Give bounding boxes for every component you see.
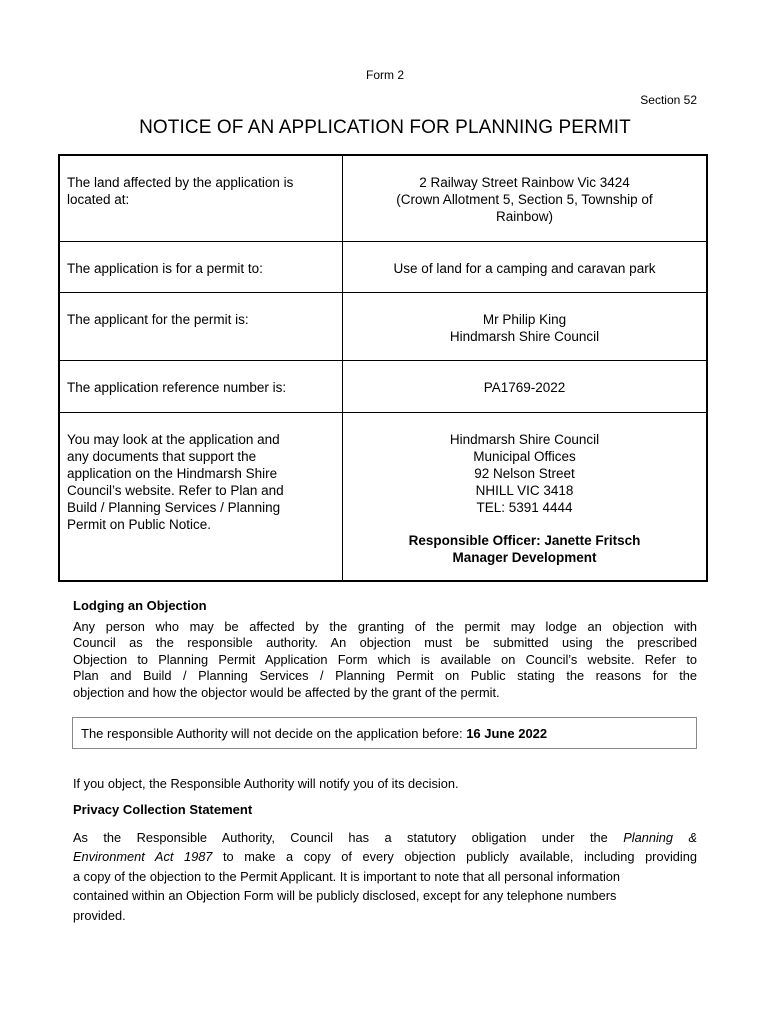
- land-row: [60, 156, 706, 242]
- objection-line: Objection to Planning Permit Application Form which is available on Council’s website. Refer to: [73, 651, 697, 667]
- land-value-line: (Crown Allotment 5, Section 5, Township of: [396, 192, 653, 207]
- applicant-value-line: Hindmarsh Shire Council: [449, 329, 600, 344]
- privacy-text: [73, 828, 697, 926]
- privacy-line: provided.: [73, 907, 126, 923]
- inspect-label-line: Build / Planning Services / Planning: [67, 500, 281, 515]
- applicant-value-line: Mr Philip King: [482, 312, 567, 327]
- page-title: NOTICE OF AN APPLICATION FOR PLANNING PERMIT: [139, 117, 631, 138]
- privacy-line: [73, 828, 697, 848]
- reference-row: [60, 361, 706, 413]
- inspect-label-line: Permit on Public Notice.: [67, 517, 212, 532]
- inspect-label-line: application on the Hindmarsh Shire: [67, 466, 278, 481]
- objection-line: objection and how the objector would be affected by the grant of the permit.: [73, 684, 500, 700]
- objection-line: Plan and Build / Planning Services / Planning Permit on Public stating the reasons for the: [73, 668, 697, 684]
- section-number: Section 52: [640, 93, 697, 107]
- permit-value: Use of land for a camping and caravan park: [393, 261, 656, 276]
- decision-notice-box: [72, 717, 697, 749]
- privacy-heading: Privacy Collection Statement: [73, 802, 253, 817]
- permit-label: The application is for a permit to:: [60, 242, 343, 292]
- privacy-line: a copy of the objection to the Permit Applicant. It is important to note that all personal information: [73, 868, 621, 884]
- land-value: [343, 156, 706, 241]
- objection-line: Any person who may be affected by the granting of the permit may lodge an objection with: [73, 618, 697, 634]
- inspect-row: [60, 413, 706, 580]
- inspect-label-line: any documents that support the: [67, 449, 257, 464]
- land-label: The land affected by the application is located at:: [60, 156, 343, 241]
- act-name: Planning &: [623, 829, 698, 845]
- decision-text: The responsible Authority will not decide on the application before:: [81, 726, 467, 741]
- privacy-text-span: to make a copy of every objection publicly available, including providing: [212, 849, 697, 865]
- reference-value: PA1769-2022: [483, 380, 566, 395]
- address-line: Hindmarsh Shire Council: [449, 432, 600, 447]
- privacy-line: contained within an Objection Form will be publicly disclosed, except for any telephone numbers: [73, 888, 617, 904]
- privacy-section: [73, 802, 697, 925]
- land-value-line: Rainbow): [495, 209, 554, 224]
- address-line: NHILL VIC 3418: [475, 483, 574, 498]
- permit-row: [60, 242, 706, 293]
- objection-text: [73, 619, 697, 702]
- address-line: TEL: 5391 4444: [476, 500, 573, 515]
- privacy-text-span: As the Responsible Authority, Council has a statutory obligation under the: [73, 829, 624, 845]
- inspect-label-line: You may look at the application and: [67, 432, 280, 447]
- application-details-table: [58, 154, 708, 582]
- inspect-address: [343, 413, 706, 580]
- act-name: Environment Act 1987: [73, 849, 213, 865]
- notify-text: If you object, the Responsible Authority will notify you of its decision.: [73, 776, 459, 791]
- privacy-line: [73, 847, 697, 867]
- land-value-line: 2 Railway Street Rainbow Vic 3424: [419, 175, 630, 190]
- inspect-label: [60, 413, 343, 580]
- address-line: Municipal Offices: [473, 449, 576, 464]
- address-line: 92 Nelson Street: [474, 466, 575, 481]
- form-number: Form 2: [365, 68, 404, 82]
- applicant-row: [60, 293, 706, 361]
- objection-section: [73, 598, 697, 702]
- applicant-value: [343, 293, 706, 360]
- decision-date: 16 June 2022: [466, 726, 548, 741]
- objection-heading: Lodging an Objection: [73, 598, 207, 613]
- inspect-label-line: Council’s website. Refer to Plan and: [67, 483, 284, 498]
- reference-label: The application reference number is:: [60, 361, 343, 412]
- applicant-label: The applicant for the permit is:: [60, 293, 343, 360]
- responsible-officer: [353, 532, 696, 566]
- officer-line: Responsible Officer: Janette Fritsch: [408, 533, 641, 548]
- officer-line: Manager Development: [452, 550, 597, 565]
- objection-line: Council as the responsible authority. An objection must be submitted using the prescribed: [73, 635, 697, 651]
